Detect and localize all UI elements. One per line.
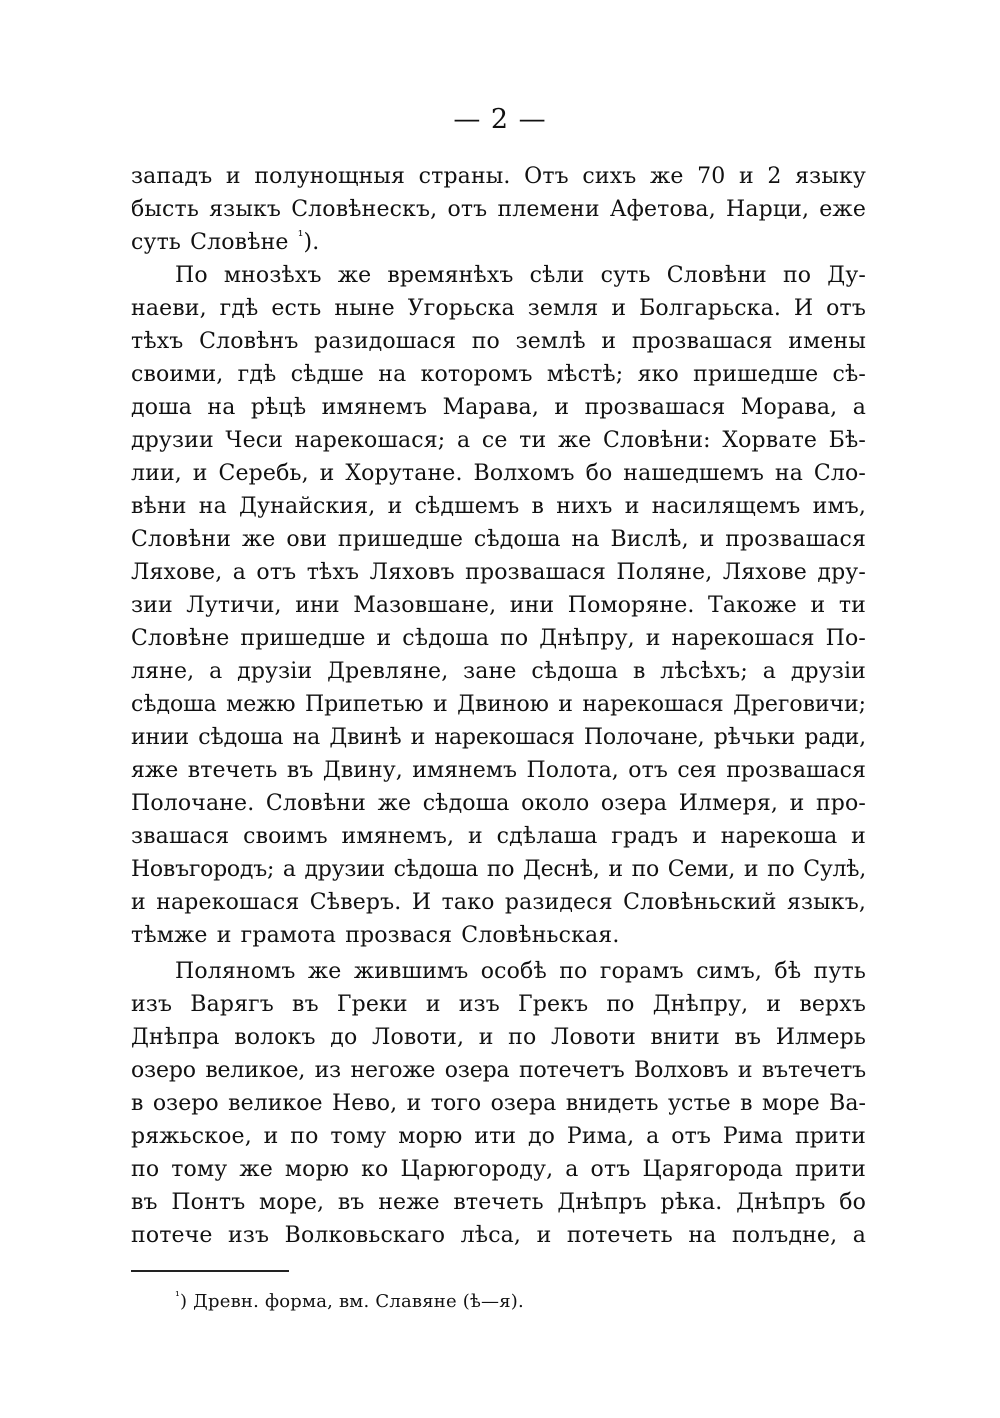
text-line: [131, 226, 866, 259]
text-line: западъ и полунощныя страны. Отъ сихъ же 70 и 2 языку: [131, 164, 866, 189]
footnote-reference: ¹: [297, 228, 304, 245]
text-line: ляне, а друзіи Древляне, зане сѣдоша в лѣсѣхъ; а друзіи: [131, 659, 866, 684]
text-line: зии Лутичи, ини Мазовшане, ини Поморяне. Такоже и ти: [131, 593, 866, 618]
page-number: — 2 —: [453, 104, 547, 135]
text-line: Днѣпра волокъ до Ловоти, и по Ловоти внити въ Илмерь: [131, 1025, 866, 1050]
text-line: друзии Чеси нарекошася; а се ти же Словѣни: Хорвате Бѣ-: [131, 428, 866, 453]
text-line: Новъгородъ; а друзии сѣдоша по Деснѣ, и по Семи, и по Сулѣ,: [131, 857, 866, 882]
footnote: [175, 1289, 524, 1315]
text-line: бысть языкъ Словѣнескъ, отъ племени Афетова, Нарци, еже: [131, 197, 866, 222]
text-line: По мнозѣхъ же времянѣхъ сѣли суть Словѣни по Ду-: [175, 263, 866, 288]
text-line: по тому же морю ко Царюгороду, а отъ Царягорода прити: [131, 1157, 866, 1182]
text-line: яже втечеть въ Двину, имянемъ Полота, отъ сея прозвашася: [131, 758, 866, 783]
text-line: доша на рѣцѣ имянемъ Марава, и прозвашася Морава, а: [131, 395, 866, 420]
text-line: Поляномъ же жившимъ особѣ по горамъ симъ, бѣ путь: [175, 959, 866, 984]
text-line-tail: ).: [303, 230, 320, 255]
text-line: своими, гдѣ сѣдше на которомъ мѣстѣ; яко пришедше сѣ-: [131, 362, 866, 387]
text-line: и нарекошася Сѣверъ. И тако разидеся Словѣньский языкъ,: [131, 890, 866, 915]
text-line: в озеро великое Нево, и того озера внидеть устье в море Ва-: [131, 1091, 866, 1116]
footnote-divider: [131, 1270, 289, 1272]
text-line: вѣни на Дунайския, и сѣдшемъ в нихъ и насилящемъ имъ,: [131, 494, 866, 519]
footnote-mark: ¹: [175, 1289, 181, 1303]
text-line: инии сѣдоша на Двинѣ и нарекошася Полочане, рѣчьки ради,: [131, 725, 866, 750]
footnote-text: ) Древн. форма, вм. Славяне (ѣ—я).: [180, 1291, 524, 1312]
text-line: потече изъ Волковьскаго лѣса, и потечеть на полъдне, а: [131, 1223, 866, 1248]
text-line: тѣмже и грамота прозвася Словѣньская.: [131, 923, 620, 948]
text-line: ряжьское, и по тому морю ити до Рима, а отъ Рима прити: [131, 1124, 866, 1149]
text-line: звашася своимъ имянемъ, и сдѣлаша градъ и нарекоша и: [131, 824, 866, 849]
text-line: озеро великое, из негоже озера потечетъ Волховъ и вътечетъ: [131, 1058, 866, 1083]
text-line: сѣдоша межю Припетью и Двиною и нарекошася Дреговичи;: [131, 692, 866, 717]
text-line: лии, и Серебь, и Хорутане. Волхомъ бо нашедшемъ на Сло-: [131, 461, 866, 486]
text-line: Словѣне пришедше и сѣдоша по Днѣпру, и нарекошася По-: [131, 626, 866, 651]
text-line: Ляхове, а отъ тѣхъ Ляховъ прозвашася Поляне, Ляхове дру-: [131, 560, 866, 585]
body-text: [131, 160, 866, 1252]
text-line: наеви, гдѣ есть ныне Угорьска земля и Болгарьска. И отъ: [131, 296, 866, 321]
paragraph-2: [131, 259, 866, 952]
text-line: Словѣни же ови пришедше сѣдоша на Вислѣ, и прозвашася: [131, 527, 866, 552]
text-line: тѣхъ Словѣнъ разидошася по землѣ и прозвашася имены: [131, 329, 866, 354]
text-line: въ Понтъ море, въ неже втечеть Днѣпръ рѣка. Днѣпръ бо: [131, 1190, 866, 1215]
text-line: изъ Варягъ въ Греки и изъ Грекъ по Днѣпру, и верхъ: [131, 992, 866, 1017]
paragraph-1: [131, 160, 866, 259]
text-line-content: суть Словѣне: [131, 230, 289, 255]
text-line: Полочане. Словѣни же сѣдоша около озера Илмеря, и про-: [131, 791, 866, 816]
paragraph-3: [131, 955, 866, 1252]
